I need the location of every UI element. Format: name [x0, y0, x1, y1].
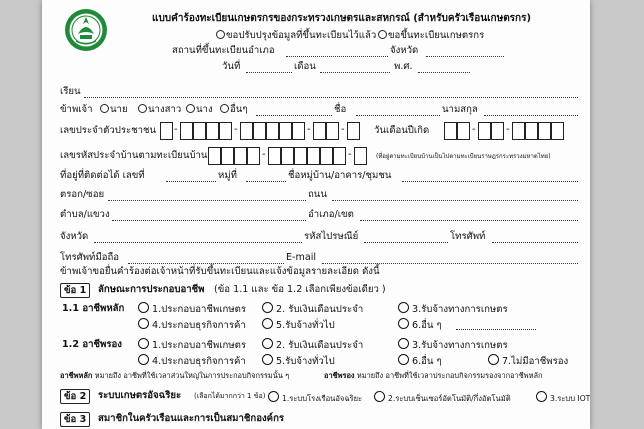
email-field[interactable]: [322, 263, 578, 264]
second-option-3[interactable]: 3.รับจ้างทางการเกษตร: [398, 338, 508, 352]
i-label: ข้าพเจ้า: [60, 104, 93, 115]
radio-icon[interactable]: [262, 302, 273, 313]
mobile-field[interactable]: [128, 263, 284, 264]
smart-option-1[interactable]: 1.ระบบโรงเรือนอัจฉริยะ: [268, 391, 362, 404]
title-miss[interactable]: นางสาว: [138, 104, 181, 116]
radio-icon[interactable]: [262, 318, 273, 329]
section1-badge: ข้อ 1: [60, 283, 90, 298]
radio-update-icon[interactable]: [216, 30, 225, 39]
district-field[interactable]: [360, 220, 578, 221]
intro-text: ข้าพเจ้าขอยื่นคำร้องต่อเจ้าหน้าที่รับขึ้นทะเบียนและแจ้งข้อมูลรายละเอียด ดังนี้: [60, 266, 380, 277]
place-field[interactable]: [286, 56, 388, 57]
second-option-4[interactable]: 4.ประกอบธุรกิจการค้า: [138, 354, 246, 368]
radio-icon[interactable]: [398, 318, 409, 329]
section2-badge: ข้อ 2: [60, 389, 90, 404]
phone-label: โทรศัพท์: [450, 231, 486, 242]
village-field[interactable]: [402, 181, 578, 182]
second-option-5[interactable]: 5.รับจ้างทั่วไป: [262, 354, 335, 368]
main-option-1[interactable]: 1.ประกอบอาชีพเกษตร: [138, 302, 246, 316]
name-label: ชื่อ: [334, 104, 347, 115]
radio-register-icon[interactable]: [378, 30, 387, 39]
soi-label: ตรอก/ซอย: [60, 189, 105, 200]
form-title: แบบคำร้องทะเบียนเกษตรกรของกระทรวงเกษตรและสหกรณ์ (สำหรับครัวเรือนเกษตรกร): [152, 13, 532, 24]
radio-icon[interactable]: [262, 354, 273, 365]
title-mr[interactable]: นาย: [100, 104, 128, 116]
year-field[interactable]: [418, 72, 470, 73]
second-option-2[interactable]: 2. รับเงินเดือนประจำ: [262, 338, 363, 352]
year-label: พ.ศ.: [394, 61, 413, 72]
salutation-label: เรียน: [60, 86, 81, 97]
section1-title: ลักษณะการประกอบอาชีพ: [98, 284, 205, 295]
name-field[interactable]: [356, 115, 440, 116]
radio-icon[interactable]: [398, 338, 409, 349]
section3-badge: ข้อ 3: [60, 412, 90, 427]
id-label: เลขประจำตัวประชาชน: [60, 125, 157, 136]
house-id-label: เลขรหัสประจำบ้านตามทะเบียนบ้าน: [60, 150, 208, 161]
radio-icon[interactable]: [138, 104, 147, 113]
radio-icon[interactable]: [374, 391, 385, 402]
province-header-field[interactable]: [426, 56, 504, 57]
main-option-4[interactable]: 4.ประกอบธุรกิจการค้า: [138, 318, 246, 332]
main-other-field[interactable]: [456, 329, 536, 330]
smart-option-2[interactable]: 2.ระบบเซ็นเซอร์อัตโนมัติ/กึ่งอัตโนมัติ: [374, 391, 511, 404]
title-mrs[interactable]: นาง: [186, 104, 213, 116]
radio-icon[interactable]: [262, 338, 273, 349]
house-id-note: (ที่อยู่ตามทะเบียนบ้านเป็นไปตามทะเบียนราษฎรกระทรวงมหาดไทย): [376, 153, 551, 160]
salutation-field[interactable]: [84, 97, 578, 98]
subdistrict-label: ตำบล/แขวง: [60, 209, 110, 220]
moo-label: หมู่ที่: [218, 170, 237, 181]
dob-label: วันเดือนปีเกิด: [374, 125, 430, 136]
date-label: วันที่: [222, 61, 241, 72]
definition-second: อาชีพรอง หมายถึง อาชีพที่ใช้เวลาประกอบกิจกรรมรองจากอาชีพหลัก: [324, 371, 543, 380]
postcode-label: รหัสไปรษณีย์: [304, 231, 359, 242]
smart-option-3[interactable]: 3.ระบบ IOT: [536, 391, 590, 404]
definition-main: อาชีพหลัก หมายถึง อาชีพที่ใช้เวลาส่วนใหญ่ในการประกอบกิจกรรมนั้น ๆ: [60, 371, 290, 380]
option-register[interactable]: ขอขึ้นทะเบียนเกษตรกร: [378, 30, 484, 42]
form-sheet: แบบคำร้องทะเบียนเกษตรกรของกระทรวงเกษตรและสหกรณ์ (สำหรับครัวเรือนเกษตรกร) ขอปรับปรุงข้อมูลที่ขึ้นทะเบียนไว้แล้ว ขอขึ้นทะเบียนเกษตรกร สถานที่ขึ้นทะเบียนอำเภอ จังหวัด วันที่ เดือน พ.ศ. เรียน ข้าพเจ้า นาย นางสาว นาง อื่นๆ ชื่อ นามสกุล เลขประจำตัวประชาชน - - - - วันเดือนปีเกิด - - เลขรหัสประจำบ้านตามทะเบียนบ้าน - - (ที่อยู่ตามทะเบียนบ้านเป็นไปตามทะเบียนราษฎรกระทรวงมหาดไทย) ที่อยู่ที่ติดต่อได้ เลขที่ หมู่ที่ ชื่อหมู่บ้าน/อาคาร/ชุมชน ตรอก/ซอย ถนน ตำบล/แขวง อำเภอ/เขต จังหวัด รหัสไปรษณีย์ โทรศัพท์ โทรศัพท์มือถือ E-mail ข้าพเจ้าขอยื่นคำร้องต่อเจ้าหน้าที่รับขึ้นทะเบียนและแจ้งข้อมูลรายละเอียด ดังนี้ ข้อ 1 ลักษณะการประกอบอาชีพ (ข้อ 1.1 และ ข้อ 1.2 เลือกเพียงข้อเดียว ) 1.1 อาชีพหลัก 1.ประกอบอาชีพเกษตร 2. รับเงินเดือนประจำ 3.รับจ้างทางการเกษตร 4.ประกอบธุรกิจการค้า 5.รับจ้างทั่วไป 6.อื่น ๆ 1.2 อาชีพรอง 1.ประกอบอาชีพเกษตร 2. รับเงินเดือนประจำ 3.รับจ้างทางการเกษตร 4.ประกอบธุรกิจการค้า 5.รับจ้างทั่วไป 6.อื่น ๆ 7.ไม่มีอาชีพรอง อาชีพหลัก หมายถึง อาชีพที่ใช้เวลาส่วนใหญ่ในการประกอบกิจกรรมนั้น ๆ อาชีพรอง หมายถึง อาชีพที่ใช้เวลาประกอบกิจกรรมรองจากอาชีพหลัก ข้อ 2 ระบบเกษตรอัจฉริยะ (เลือกได้มากกว่า 1 ข้อ) 1.ระบบโรงเรือนอัจฉริยะ 2.ระบบเซ็นเซอร์อัตโนมัติ/กึ่งอัตโนมัติ 3.ระบบ IOT ข้อ 3 สมาชิกในครัวเรือนและการเป็นสมาชิกองค์กร: [42, 0, 590, 429]
section2-title: ระบบเกษตรอัจฉริยะ: [98, 390, 182, 401]
mobile-label: โทรศัพท์มือถือ: [60, 252, 120, 263]
option-update[interactable]: ขอปรับปรุงข้อมูลที่ขึ้นทะเบียนไว้แล้ว: [216, 30, 376, 42]
ministry-emblem-icon: [64, 8, 108, 52]
moo-field[interactable]: [246, 181, 286, 182]
house-number-field[interactable]: [166, 181, 216, 182]
second-occupation-label: 1.2 อาชีพรอง: [62, 339, 122, 350]
second-option-6[interactable]: 6.อื่น ๆ: [398, 354, 442, 368]
section3-title: สมาชิกในครัวเรือนและการเป็นสมาชิกองค์กร: [98, 413, 285, 424]
date-field[interactable]: [246, 72, 292, 73]
road-field[interactable]: [332, 200, 578, 201]
second-option-7[interactable]: 7.ไม่มีอาชีพรอง: [488, 354, 568, 368]
radio-icon[interactable]: [398, 354, 409, 365]
radio-icon[interactable]: [268, 391, 279, 402]
postcode-field[interactable]: [364, 242, 448, 243]
soi-field[interactable]: [108, 200, 306, 201]
radio-icon[interactable]: [488, 354, 499, 365]
main-option-6[interactable]: 6.อื่น ๆ: [398, 318, 442, 332]
province-label: จังหวัด: [60, 231, 89, 242]
radio-icon[interactable]: [220, 104, 229, 113]
phone-field[interactable]: [492, 242, 578, 243]
radio-icon[interactable]: [138, 318, 149, 329]
province-field[interactable]: [94, 242, 302, 243]
title-other-field[interactable]: [256, 115, 332, 116]
radio-icon[interactable]: [100, 104, 109, 113]
place-label: สถานที่ขึ้นทะเบียนอำเภอ: [172, 45, 275, 56]
radio-icon[interactable]: [186, 104, 195, 113]
road-label: ถนน: [308, 189, 327, 200]
radio-icon[interactable]: [536, 391, 547, 402]
month-field[interactable]: [320, 72, 390, 73]
section2-note: (เลือกได้มากกว่า 1 ข้อ): [194, 392, 266, 400]
village-label: ชื่อหมู่บ้าน/อาคาร/ชุมชน: [288, 170, 392, 181]
month-label: เดือน: [294, 61, 316, 72]
radio-icon[interactable]: [138, 354, 149, 365]
radio-icon[interactable]: [138, 302, 149, 313]
main-option-3[interactable]: 3.รับจ้างทางการเกษตร: [398, 302, 508, 316]
surname-label: นามสกุล: [442, 104, 478, 115]
main-option-2[interactable]: 2. รับเงินเดือนประจำ: [262, 302, 363, 316]
section1-note: (ข้อ 1.1 และ ข้อ 1.2 เลือกเพียงข้อเดียว ): [214, 284, 386, 295]
subdistrict-field[interactable]: [112, 220, 306, 221]
province-header-label: จังหวัด: [390, 45, 419, 56]
email-label: E-mail: [286, 252, 317, 263]
address-label: ที่อยู่ที่ติดต่อได้ เลขที่: [60, 170, 145, 181]
main-occupation-label: 1.1 อาชีพหลัก: [62, 303, 125, 314]
radio-icon[interactable]: [398, 302, 409, 313]
second-option-1[interactable]: 1.ประกอบอาชีพเกษตร: [138, 338, 246, 352]
radio-icon[interactable]: [138, 338, 149, 349]
district-label: อำเภอ/เขต: [308, 209, 354, 220]
title-other[interactable]: อื่นๆ: [220, 104, 247, 116]
main-option-5[interactable]: 5.รับจ้างทั่วไป: [262, 318, 335, 332]
surname-field[interactable]: [484, 115, 578, 116]
